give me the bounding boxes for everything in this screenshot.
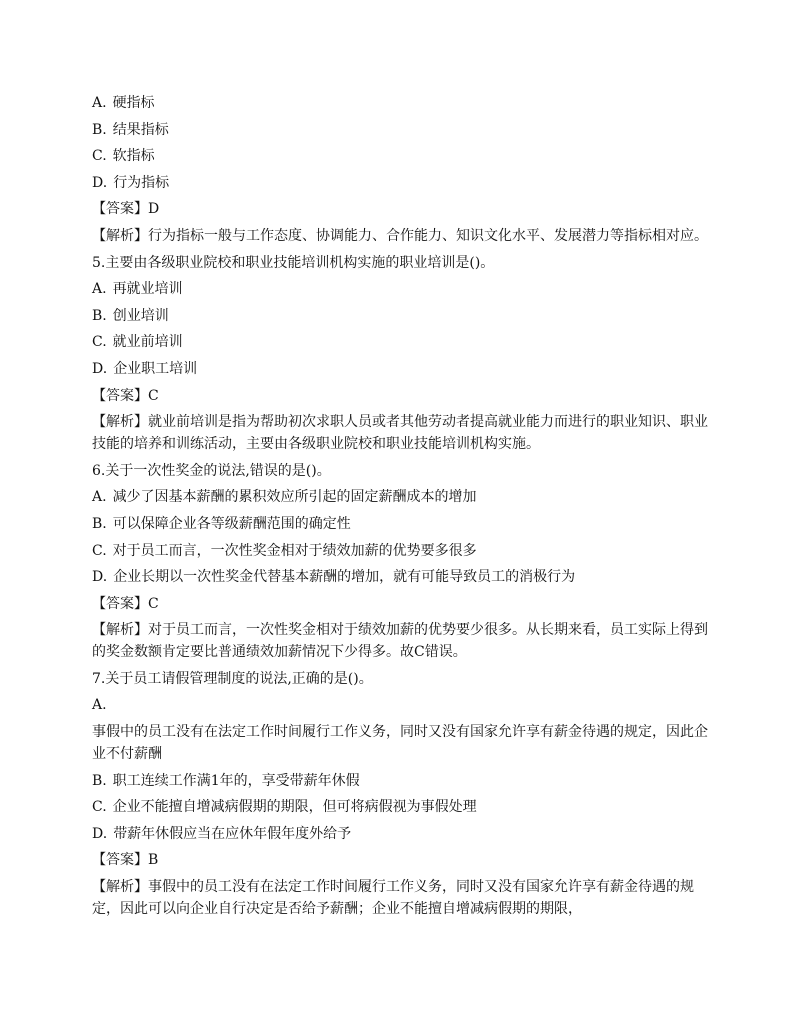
answer-value: C (148, 595, 159, 612)
question-stem: 7.关于员工请假管理制度的说法,正确的是()。 (92, 670, 373, 687)
analysis-paragraph (92, 619, 712, 663)
option-letter: A. (92, 697, 107, 714)
question-stem: 6.关于一次性奖金的说法,错误的是()。 (92, 462, 331, 479)
answer-option (92, 278, 712, 300)
answer-line (92, 198, 712, 220)
option-text: 创业培训 (112, 307, 169, 324)
answer-tag: 【答案】 (92, 201, 148, 218)
answer-option (92, 358, 712, 380)
answer-option (92, 513, 712, 535)
option-letter: A. (92, 281, 107, 298)
option-text: 带薪年休假应当在应休年假年度外给予 (113, 825, 352, 842)
option-letter: D. (92, 569, 108, 586)
document-page (92, 92, 712, 925)
option-letter: B. (92, 307, 107, 324)
answer-option (92, 796, 712, 818)
answer-option (92, 172, 712, 194)
answer-option (92, 540, 712, 562)
option-text: 行为指标 (113, 174, 170, 191)
answer-option (92, 770, 712, 792)
answer-tag: 【答案】 (92, 387, 148, 404)
question-stem: 5.主要由各级职业院校和职业技能培训机构实施的职业培训是()。 (92, 254, 495, 271)
analysis-paragraph (92, 225, 712, 247)
answer-option (92, 823, 712, 845)
option-text: 再就业培训 (112, 281, 183, 298)
analysis-tag: 【解析】 (92, 622, 148, 639)
answer-option (92, 305, 712, 327)
answer-option (92, 331, 712, 353)
answer-value: B (148, 852, 159, 869)
answer-line (92, 385, 712, 407)
option-text: 可以保障企业各等级薪酬范围的确定性 (112, 515, 351, 532)
option-letter: D. (92, 174, 108, 191)
option-letter: A. (92, 95, 107, 111)
answer-option (92, 119, 712, 141)
option-letter: C. (92, 542, 107, 559)
analysis-text: 就业前培训是指为帮助初次求职人员或者其他劳动者提高就业能力而进行的职业知识、职业技能的培养和训练活动，主要由各级职业院校和职业技能培训机构实施。 (92, 414, 708, 453)
analysis-tag: 【解析】 (92, 879, 148, 896)
answer-option (92, 566, 712, 588)
analysis-tag: 【解析】 (92, 227, 148, 244)
answer-option (92, 694, 712, 716)
analysis-text: 行为指标一般与工作态度、协调能力、合作能力、知识文化水平、发展潜力等指标相对应。 (148, 227, 708, 244)
option-letter: C. (92, 334, 107, 351)
answer-line (92, 593, 712, 615)
option-text: 结果指标 (112, 121, 169, 138)
option-letter: B. (92, 772, 107, 789)
option-letter: B. (92, 121, 107, 138)
analysis-text: 对于员工而言，一次性奖金相对于绩效加薪的优势要少很多。从长期来看，员工实际上得到的奖金数额肯定要比普通绩效加薪情况下少得多。故C错误。 (92, 622, 708, 661)
answer-tag: 【答案】 (92, 852, 148, 869)
option-letter: A. (92, 489, 107, 506)
analysis-paragraph (92, 411, 712, 455)
option-letter: C. (92, 799, 107, 816)
option-letter: D. (92, 360, 108, 377)
option-text: 企业长期以一次性奖金代替基本薪酬的增加，就有可能导致员工的消极行为 (113, 569, 576, 586)
analysis-text: 事假中的员工没有在法定工作时间履行工作义务，同时又没有国家允许享有薪金待遇的规定，因此可以向企业自行决定是否给予薪酬；企业不能擅自增减病假期的期限， (92, 879, 694, 918)
analysis-tag: 【解析】 (92, 414, 148, 431)
option-text: 就业前培训 (112, 334, 183, 351)
option-body-text: 事假中的员工没有在法定工作时间履行工作义务，同时又没有国家允许享有薪金待遇的规定，因此企业不付薪酬 (92, 724, 708, 763)
answer-tag: 【答案】 (92, 595, 148, 612)
answer-value: C (148, 387, 159, 404)
analysis-paragraph (92, 876, 712, 920)
option-letter: C. (92, 148, 107, 165)
answer-option (92, 486, 712, 508)
option-text: 减少了因基本薪酬的累积效应所引起的固定薪酬成本的增加 (112, 489, 477, 506)
option-letter: D. (92, 825, 108, 842)
option-text: 对于员工而言，一次性奖金相对于绩效加薪的优势要多很多 (112, 542, 477, 559)
option-text: 企业职工培训 (113, 360, 198, 377)
option-text: 企业不能擅自增减病假期的期限，但可将病假视为事假处理 (112, 799, 477, 816)
answer-value: D (148, 201, 160, 218)
answer-option (92, 92, 712, 114)
answer-option (92, 145, 712, 167)
answer-line (92, 849, 712, 871)
option-text: 硬指标 (112, 95, 155, 111)
option-letter: B. (92, 515, 107, 532)
option-text: 软指标 (112, 148, 155, 165)
option-text: 职工连续工作满1年的，享受带薪年休假 (112, 772, 360, 789)
